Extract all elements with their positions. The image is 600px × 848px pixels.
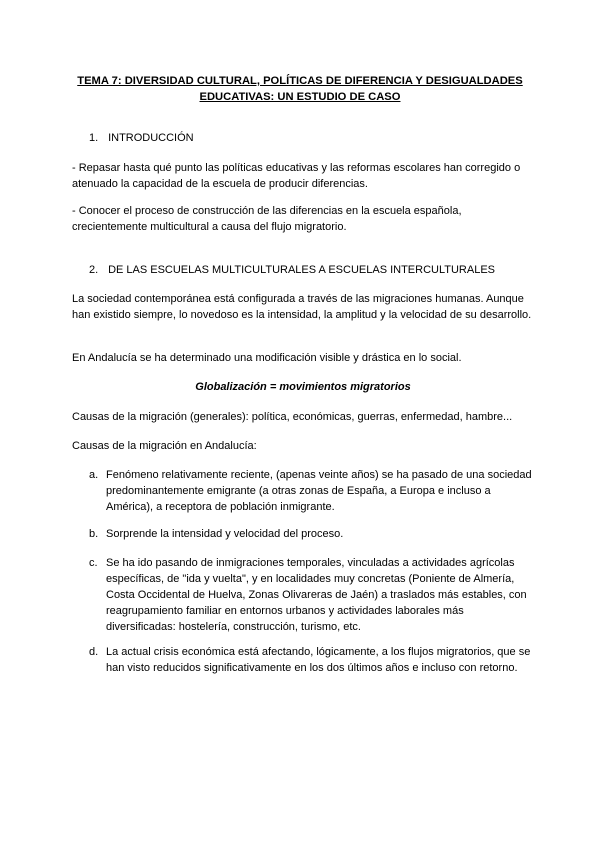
section-number: 1. [89,132,99,144]
section-heading-text: DE LAS ESCUELAS MULTICULTURALES A ESCUELAS INTERCULTURALES [108,264,496,276]
causes-andalucia-intro: Causas de la migración en Andalucía: [72,440,257,452]
list-item-text: La actual crisis económica está afectando, lógicamente, a los flujos migratorios, que se han visto reducidos significativamente en los dos últimos años e incluso con retorno. [106,646,531,674]
paragraph-andalucia: En Andalucía se ha determinado una modificación visible y drástica en lo social. [72,352,462,364]
intro-point-1: - Repasar hasta qué punto las políticas educativas y las reformas escolares han corregido o atenuado la capacidad de la escuela de producir diferencias. [72,162,521,190]
list-marker: c. [89,557,98,569]
section-heading-1 [89,130,194,146]
list-marker: a. [89,469,99,481]
list-item-c [89,555,534,635]
document-title [70,73,530,105]
list-item-text: Se ha ido pasando de inmigraciones temporales, vinculadas a actividades agrícolas específicas, de "ida y vuelta", y en localidades muy concretas (Poniente de Almería, Costa Occidental de Huelva, Zonas Olivareras de Jaén) a traslados más estables, con reagrupamiento familiar en entornos urbanos y actividades laborales más diversificadas: hostelería, construcción, turismo, etc. [106,557,527,633]
list-marker: b. [89,528,99,540]
title-line-1: TEMA 7: DIVERSIDAD CULTURAL, POLÍTICAS DE DIFERENCIA Y DESIGUALDADES [77,75,523,87]
title-line-2: EDUCATIVAS: UN ESTUDIO DE CASO [199,91,401,103]
intro-point-2: - Conocer el proceso de construcción de las diferencias en la escuela española, crecientemente multicultural a causa del flujo migratorio. [72,205,462,233]
globalization-equation: Globalización = movimientos migratorios [195,381,411,393]
section-heading-2 [89,262,495,278]
paragraph-society: La sociedad contemporánea está configurada a través de las migraciones humanas. Aunque han existido siempre, lo novedoso es la intensidad, la amplitud y la velocidad de su desarrollo. [72,293,532,321]
causes-general: Causas de la migración (generales): política, económicas, guerras, enfermedad, hambre... [72,411,513,423]
list-item-text: Fenómeno relativamente reciente, (apenas veinte años) se ha pasado de una sociedad predominantemente emigrante (a otras zonas de España, a Europa e incluso a América), a receptora de población inmigrante. [106,469,532,513]
section-number: 2. [89,264,99,276]
list-item-b [89,526,534,542]
list-item-d [89,644,534,676]
list-marker: d. [89,646,99,658]
section-heading-text: INTRODUCCIÓN [108,132,194,144]
list-item-a [89,467,534,515]
list-item-text: Sorprende la intensidad y velocidad del proceso. [106,528,344,540]
